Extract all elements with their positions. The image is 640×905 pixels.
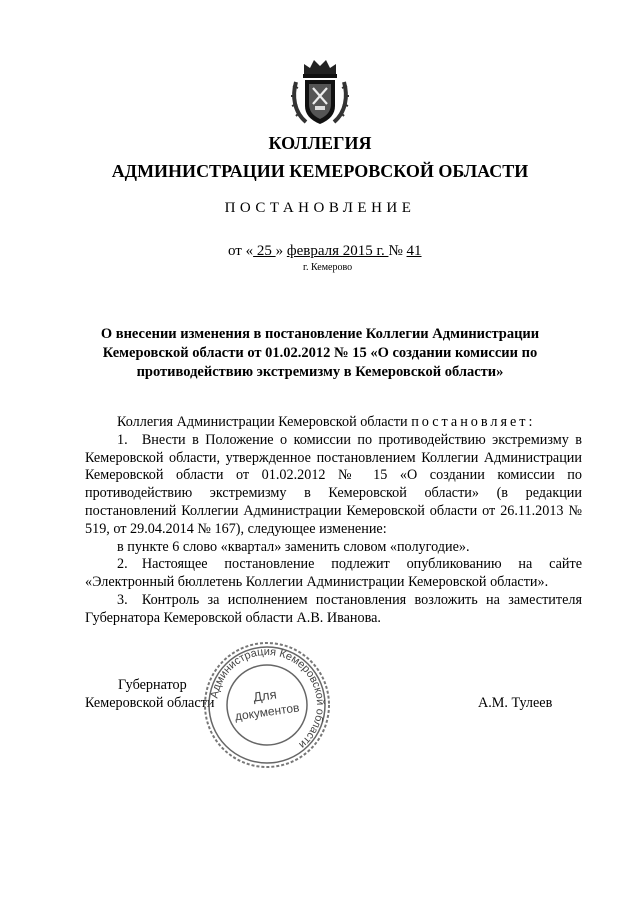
official-stamp: [202, 640, 332, 770]
org-name-line2: АДМИНИСТРАЦИИ КЕМЕРОВСКОЙ ОБЛАСТИ: [111, 161, 529, 181]
document-type: ПОСТАНОВЛЕНИЕ: [224, 200, 416, 216]
item-1: 1. Внести в Положение о комиссии по противодействию экстремизму в Кемеровской области, утвержденное постановлением Коллегии Администрации Кемеровской области от 01.02.2012 № 15 «О создании комиссии по противодействию экстремизму в Кемеровской области» (в редакции постановлений Коллегии Администрации Кемеровской области от 26.11.2013 № 519, от 29.04.2014 № 167), следующее изменение:: [85, 431, 582, 537]
intro-lead: Коллегия Администрации Кемеровской области: [117, 414, 412, 430]
item-2: 2. Настоящее постановление подлежит опубликованию на сайте «Электронный бюллетень Коллегии Администрации Кемеровской области».: [85, 556, 582, 591]
document-title: О внесении изменения в постановление Коллегии Администрации Кемеровской области от 01.02.2012 № 15 «О создании комиссии по противодействию экстремизму в Кемеровской области»: [100, 326, 540, 380]
item-3: 3. Контроль за исполнением постановления возложить на заместителя Губернатора Кемеровской области А.В. Иванова.: [85, 591, 582, 626]
number-label: №: [388, 243, 407, 259]
signatory-role-line1: Губернатор: [118, 677, 187, 693]
date-mid: »: [275, 243, 287, 259]
document-number: 41: [406, 243, 422, 259]
signatory-role-line2: Кемеровской области: [85, 695, 215, 711]
stamp-ring-text: Администрация Кемеровской области: [208, 645, 327, 751]
date-prefix: от «: [228, 243, 254, 259]
date-month-year: февраля 2015 г.: [286, 243, 389, 259]
org-name-line1: КОЛЛЕГИЯ: [268, 133, 372, 153]
intro-paragraph: [85, 414, 582, 432]
signatory-name: А.М. Тулеев: [478, 695, 553, 711]
item-1-change: в пункте 6 слово «квартал» заменить словом «полугодие».: [117, 538, 470, 555]
date-line: [228, 243, 422, 260]
stamp-center-line1: Для: [252, 686, 278, 705]
document-body: [85, 414, 582, 628]
city-label: г. Кемерово: [303, 262, 353, 273]
coat-of-arms-emblem: [290, 54, 350, 128]
date-day: 25: [253, 243, 276, 259]
stamp-center-line2: документов: [234, 700, 301, 724]
intro-decree-word: постановляет:: [411, 414, 536, 430]
